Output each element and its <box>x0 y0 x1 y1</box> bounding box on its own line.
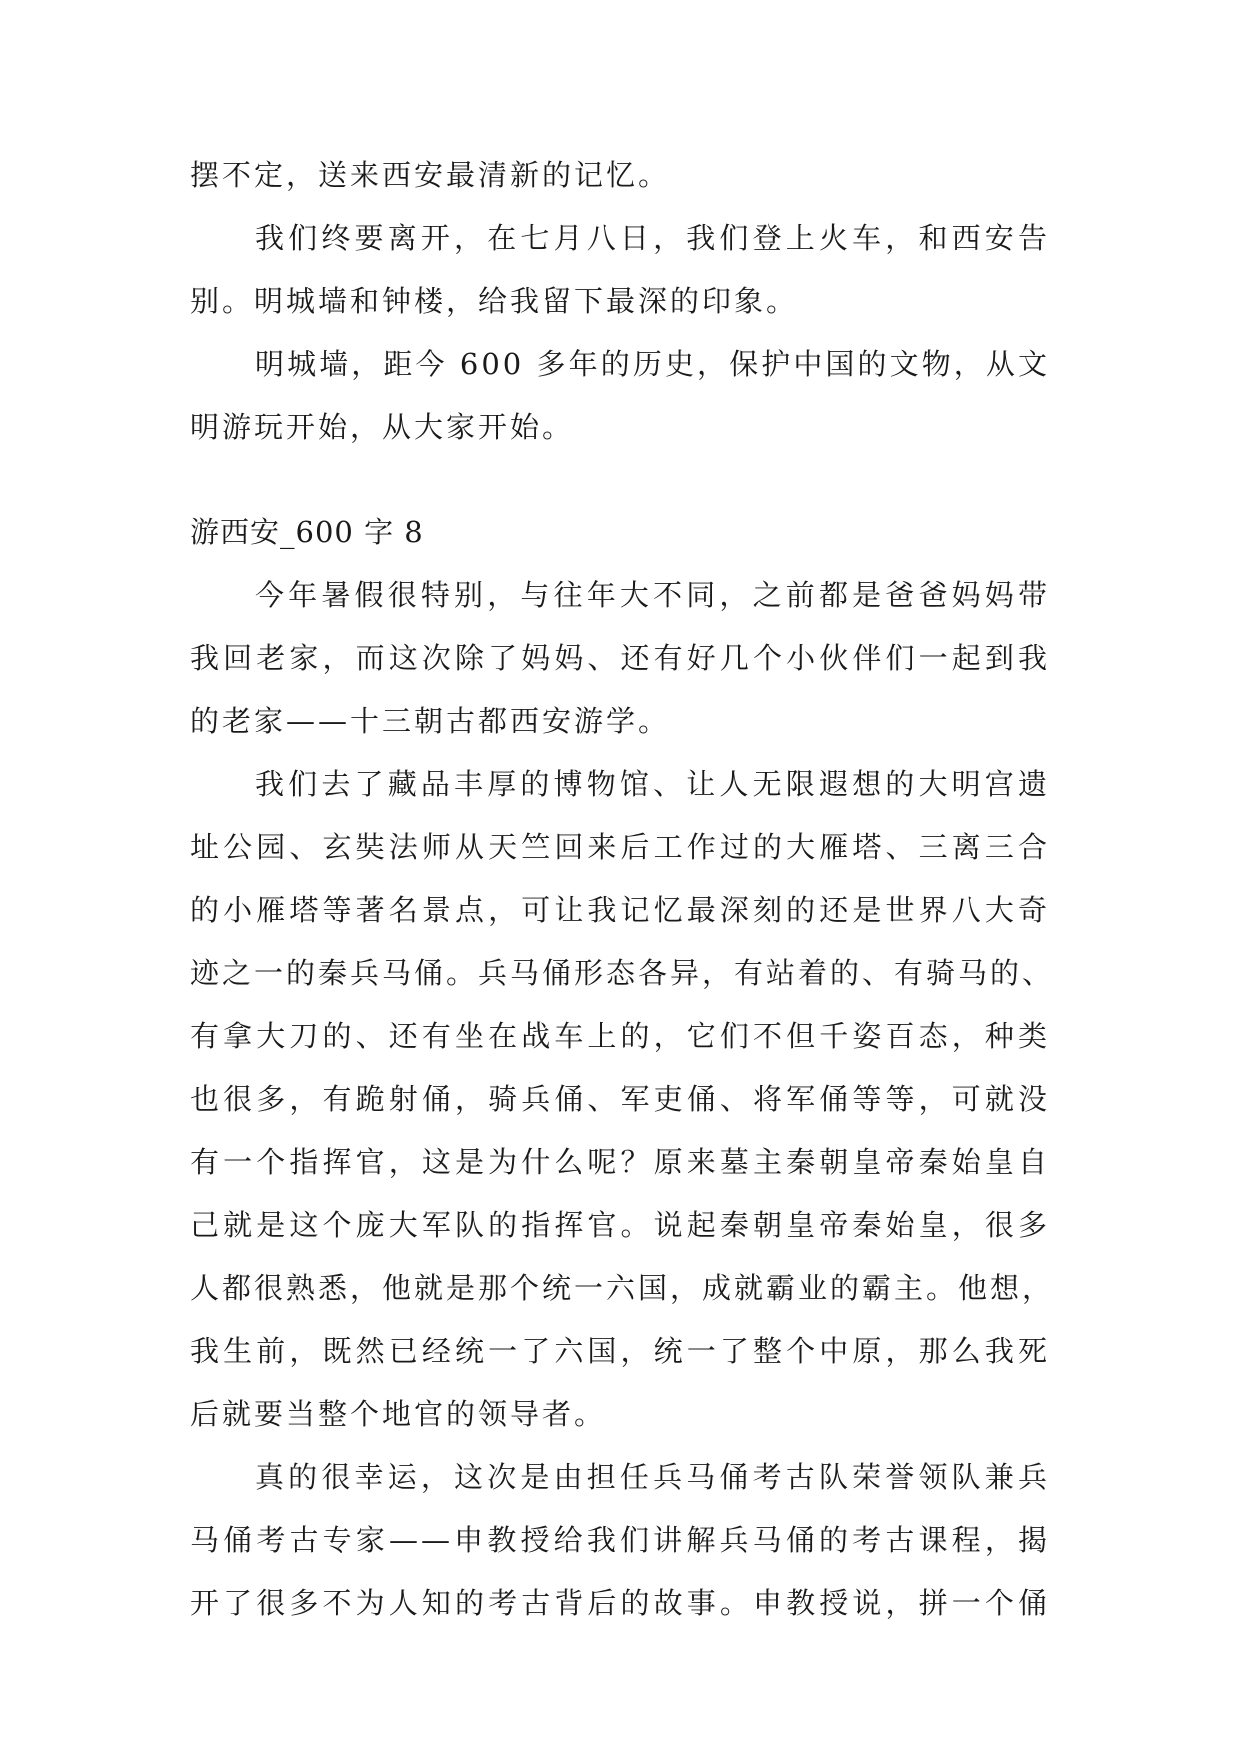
text-line: 的老家——十三朝古都西安游学。 <box>190 704 671 738</box>
paragraph-first-line: 真的很幸运，这次是由担任兵马俑考古队荣誉领队兼兵 <box>255 1460 1050 1494</box>
text-line: 人都很熟悉，他就是那个统一六国，成就霸业的霸主。他想， <box>190 1271 1055 1305</box>
text-line: 址公园、玄奘法师从天竺回来后工作过的大雁塔、三离三合 <box>190 830 1050 864</box>
text-line: 的小雁塔等著名景点，可让我记忆最深刻的还是世界八大奇 <box>190 893 1050 927</box>
text-line: 有拿大刀的、还有坐在战车上的，它们不但千姿百态，种类 <box>190 1019 1050 1053</box>
text-line: 摆不定，送来西安最清新的记忆。 <box>190 158 671 192</box>
section-heading: 游西安_600 字 8 <box>190 515 424 549</box>
text-line: 后就要当整个地官的领导者。 <box>190 1397 607 1431</box>
text-line: 别。明城墙和钟楼，给我留下最深的印象。 <box>190 284 799 318</box>
text-line: 马俑考古专家——申教授给我们讲解兵马俑的考古课程，揭 <box>190 1523 1050 1557</box>
paragraph-first-line: 我们去了藏品丰厚的博物馆、让人无限遐想的大明宫遗 <box>255 767 1050 801</box>
text-line: 己就是这个庞大军队的指挥官。说起秦朝皇帝秦始皇，很多 <box>190 1208 1050 1242</box>
paragraph-first-line: 明城墙，距今 600 多年的历史，保护中国的文物，从文 <box>255 347 1050 381</box>
text-line: 明游玩开始，从大家开始。 <box>190 410 575 444</box>
text-line: 开了很多不为人知的考古背后的故事。申教授说，拼一个俑 <box>190 1586 1050 1620</box>
text-line: 我回老家，而这次除了妈妈、还有好几个小伙伴们一起到我 <box>190 641 1050 675</box>
text-line: 有一个指挥官，这是为什么呢？原来墓主秦朝皇帝秦始皇自 <box>190 1145 1050 1179</box>
paragraph-first-line: 我们终要离开，在七月八日，我们登上火车，和西安告 <box>255 221 1050 255</box>
text-line: 也很多，有跪射俑，骑兵俑、军吏俑、将军俑等等，可就没 <box>190 1082 1050 1116</box>
paragraph-first-line: 今年暑假很特别，与往年大不同，之前都是爸爸妈妈带 <box>255 578 1050 612</box>
text-line: 迹之一的秦兵马俑。兵马俑形态各异，有站着的、有骑马的、 <box>190 956 1055 990</box>
text-line: 我生前，既然已经统一了六国，统一了整个中原，那么我死 <box>190 1334 1050 1368</box>
